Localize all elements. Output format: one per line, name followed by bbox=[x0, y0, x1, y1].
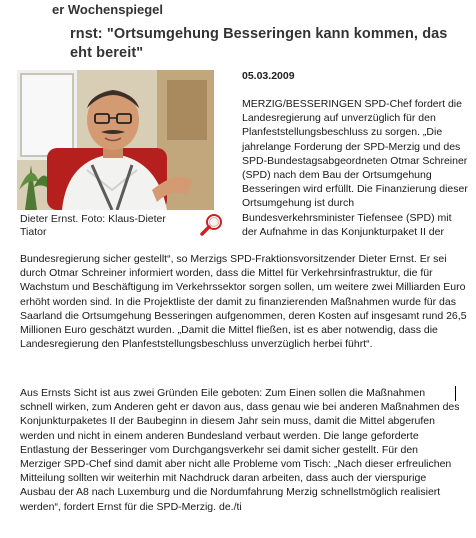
article-date: 05.03.2009 bbox=[242, 70, 295, 82]
article-paragraph-2: Aus Ernsts Sicht ist aus zwei Gründen Eile geboten: Zum Einen sollen die Maßnahmen schnell wirken, zum Anderen geht er davon aus, dass genau wie bei anderen Maßnahmen des Konjunkturpaketes II der Baubeginn in diesem Jahr sein muss, damit die Mittel abgerufen werden und nicht in einem anderen Bundesland verbaut werden. Die lange geforderte Entlastung der Besseringer vom Durchgangsverkehr sei damit sicher gestellt. Für den Merziger SPD-Chef sind damit aber nicht alle Probleme vom Tisch: „Nach dieser erfreulichen Mitteilung sollten wir weiterhin mit Nachdruck daran arbeiten, dass auch der vierspurige Ausbau der A8 nach Luxemburg und die Nordumfahrung Merzig schnellstmöglich realisiert werden“, fordert Ernst für die SPD-Merzig. de./ti bbox=[20, 387, 460, 513]
article-paragraph-1-full: Bundesregierung sicher gestellt“, so Merzigs SPD-Fraktionsvorsitzender Dieter Ernst. Er sei durch Otmar Schreiner informiert worden, dass die Mittel für Verkehrsinfrastruktur, die für Wachstum und Beschäftigung im Verkehrssektor sorgen sollen, um weitere zwei Milliarden Euro erhöht worden sind. In die Projektliste der damit zu finanzierenden Maßnahmen wurde für das Saarland die Ortsumgehung Besseringen aufgenommen, deren Kosten auf insgesamt rund 26,5 Millionen Euro geschätzt wurden. „Damit die Mittel fließen, ist es aber notwendig, dass die Landesregierung den Planfeststellungsbeschluss unverzüglich herbei führt“. bbox=[20, 253, 467, 351]
article-headline bbox=[70, 25, 476, 63]
headline-text: rnst: "Ortsumgehung Besseringen kann kommen, das eht bereit" bbox=[70, 26, 448, 61]
article-paragraph-1-side: MERZIG/BESSERINGEN SPD-Chef fordert die Landesregierung auf unverzüglich für den Planfeststellungsbeschluss zu sorgen. „Die jahrelange Forderung der SPD-Merzig und des SPD-Bundestagsabgeordneten Otmar Schreiner (SPD) nach dem Bau der Ortsumgehung Besseringen wird erfüllt. Die Finanzierung dieser Ortsumgehung ist durch Bundesverkehrsminister Tiefensee (SPD) mit der Aufnahme in das Konjunkturpaket II der bbox=[242, 98, 468, 238]
magnifier-icon[interactable] bbox=[199, 212, 225, 238]
photo-caption: Dieter Ernst. Foto: Klaus-Dieter Tiator bbox=[20, 213, 166, 238]
portrait-image bbox=[17, 70, 214, 210]
article-photo[interactable] bbox=[17, 70, 214, 210]
publication-name: er Wochenspiegel bbox=[52, 2, 164, 17]
text-cursor bbox=[455, 386, 456, 401]
